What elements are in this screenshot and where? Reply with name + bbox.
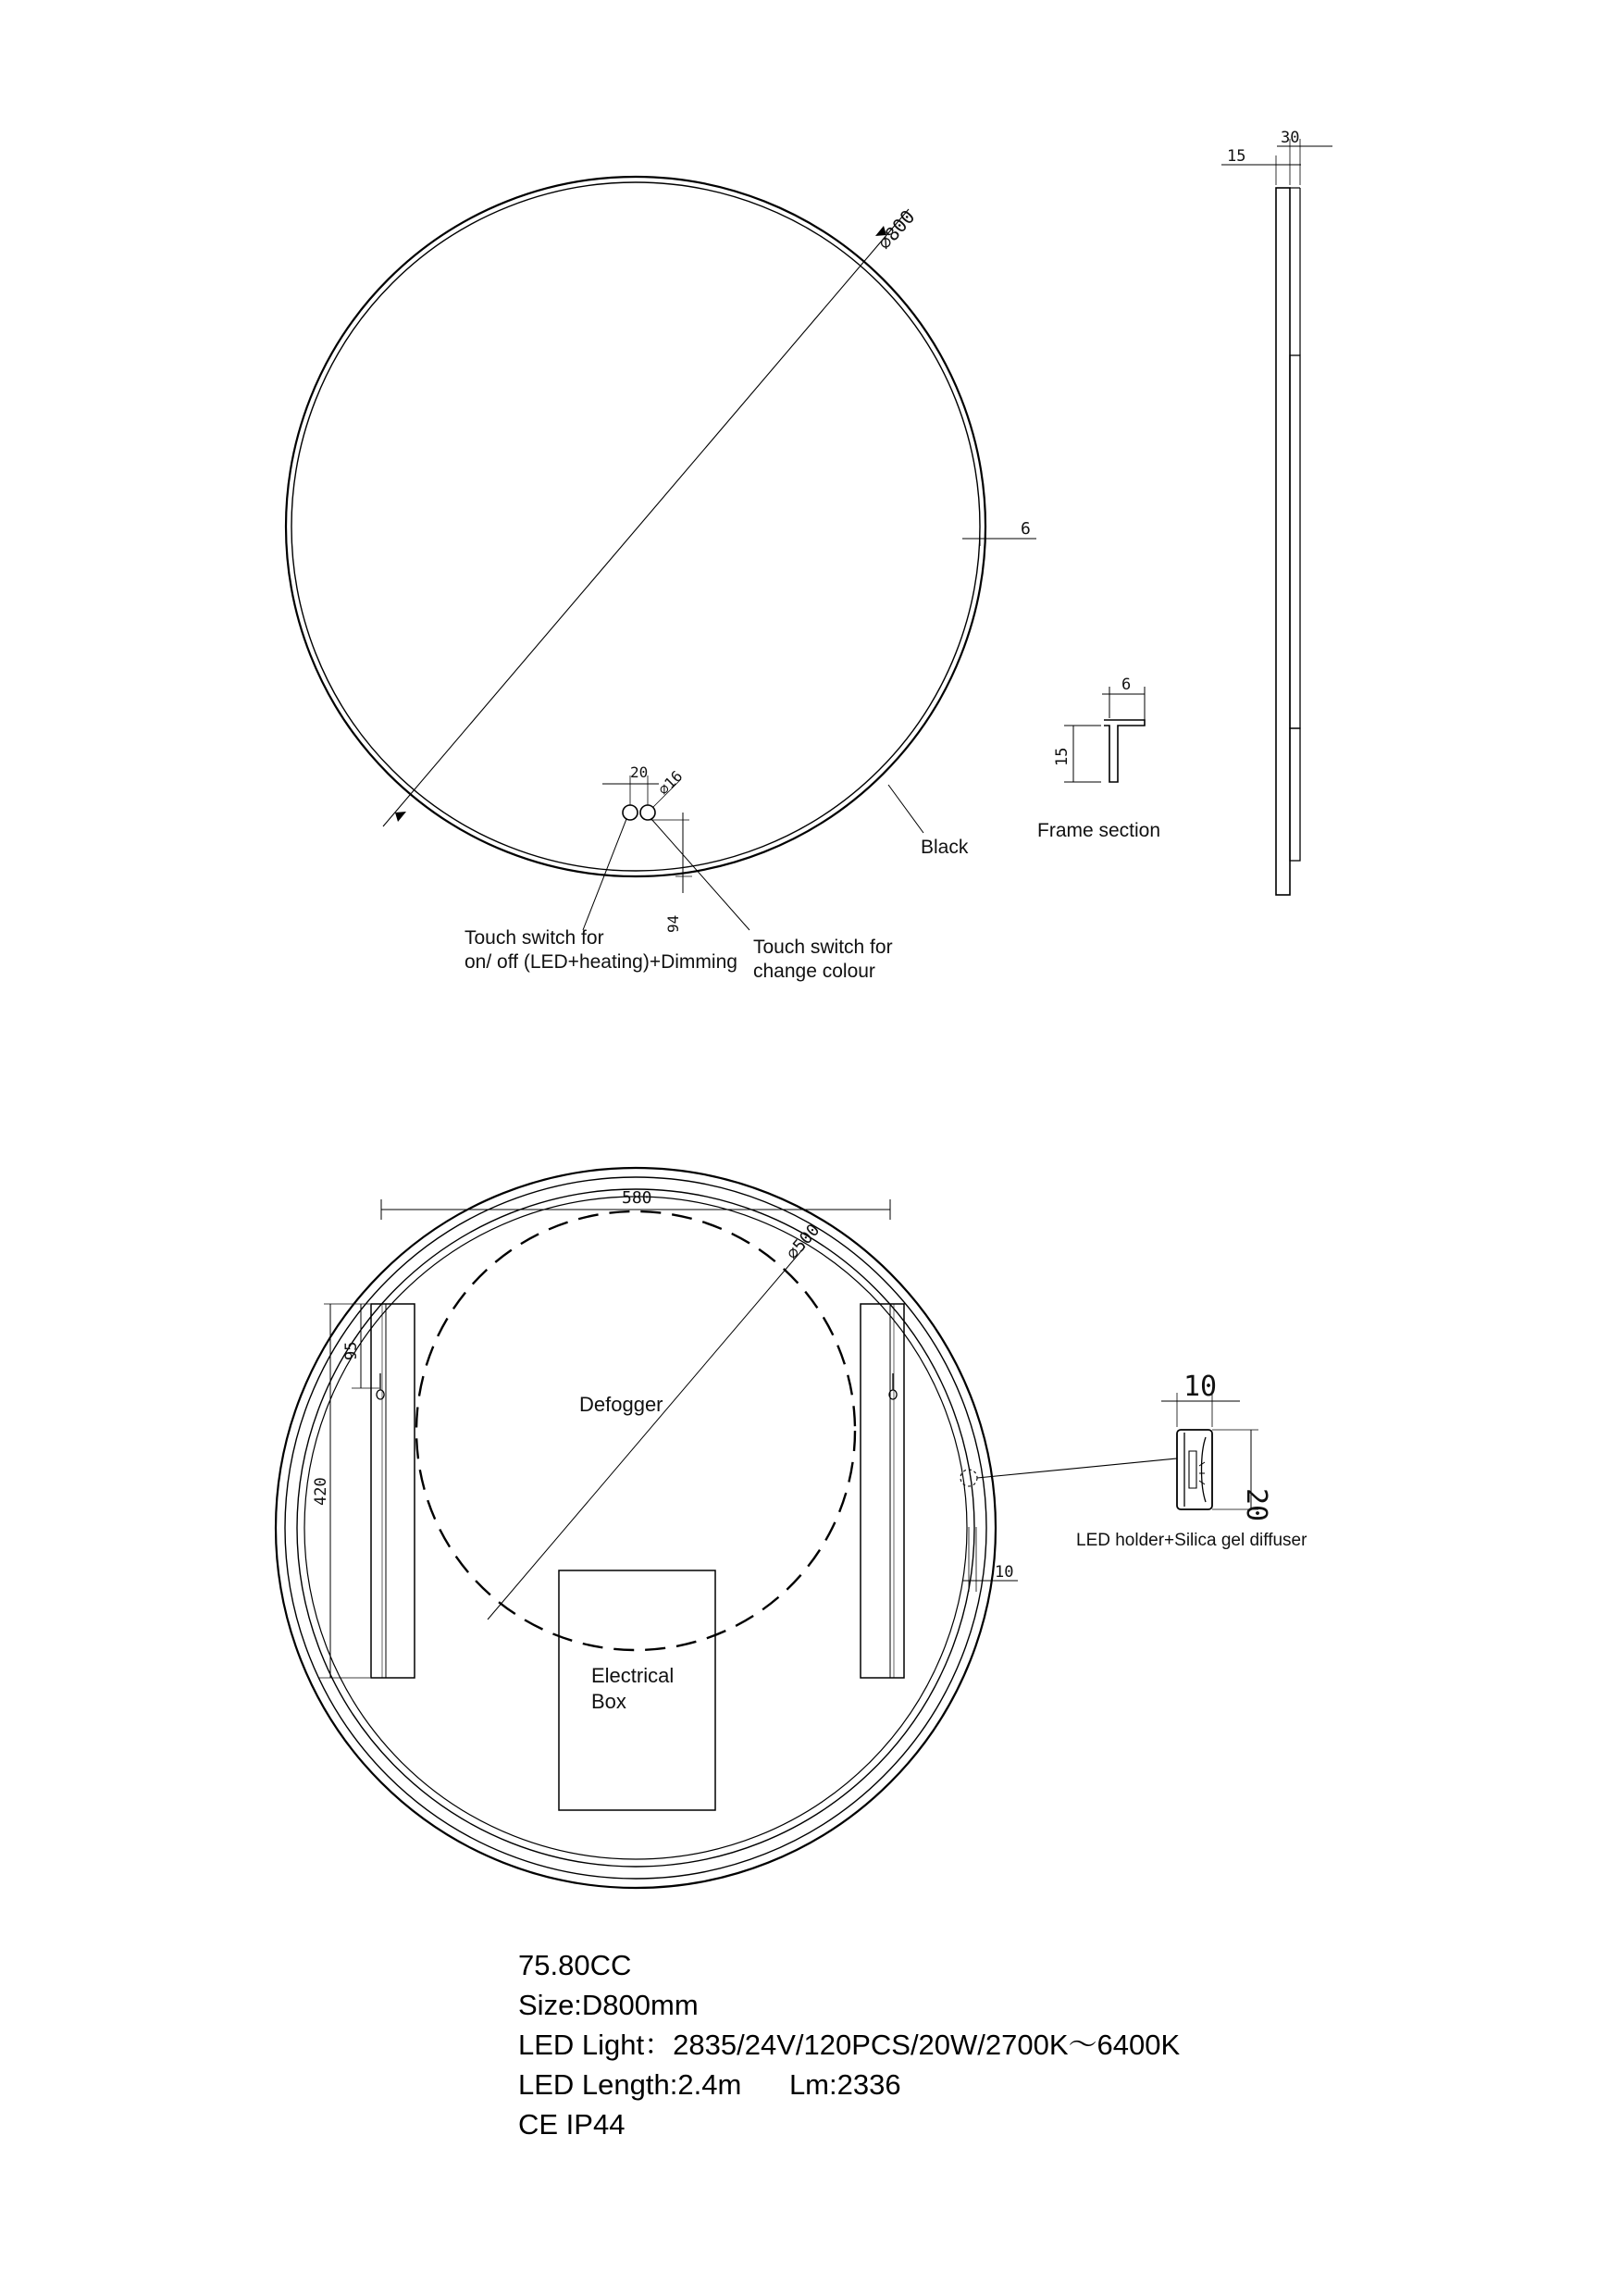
switch-left-label-1: Touch switch for <box>465 927 604 949</box>
side-profile-back-upper <box>1290 355 1300 728</box>
specification-block <box>518 1945 1351 2144</box>
right-mounting-bracket <box>861 1304 904 1678</box>
diameter-label: ⌀800 <box>873 205 920 254</box>
button-offset-label: 94 <box>664 914 682 933</box>
frame-section-width-label: 6 <box>1121 676 1132 694</box>
left-mounting-bracket <box>371 1304 415 1678</box>
back-ring-3 <box>297 1189 974 1867</box>
led-holder-profile <box>1177 1430 1212 1509</box>
frame-section-profile <box>1104 720 1145 782</box>
front-view <box>286 177 1036 930</box>
side-view-labels <box>1227 129 1299 166</box>
switch-right-label-2: change colour <box>753 961 875 982</box>
model-number: 75.80CC <box>518 1949 632 1981</box>
back-ring-2 <box>285 1177 986 1879</box>
switch-left-label-2: on/ off (LED+heating)+Dimming <box>465 951 737 973</box>
button-diameter-label: ⌀16 <box>654 766 687 799</box>
certification-spec: CE IP44 <box>518 2108 626 2141</box>
led-width-label: 10 <box>1183 1371 1218 1403</box>
switch-right-label-1: Touch switch for <box>753 937 893 958</box>
diameter-dimension-line <box>383 209 909 826</box>
touch-switch-power <box>623 805 638 820</box>
led-length-spec: LED Length:2.4m Lm:2336 <box>518 2068 901 2101</box>
electrical-box-label-1: Electrical <box>591 1664 675 1687</box>
left-keyhole <box>377 1373 384 1399</box>
frame-width-label: 6 <box>1021 519 1031 539</box>
electrical-box <box>559 1570 715 1810</box>
button-spacing-label: 20 <box>630 763 649 781</box>
side-profile-glass <box>1276 188 1290 895</box>
frame-section-height-label: 15 <box>1053 747 1072 766</box>
back-outer-ring <box>276 1168 996 1888</box>
bracket-offset-label: 95 <box>342 1341 361 1360</box>
bracket-height-label: 420 <box>312 1477 330 1506</box>
frame-section-labels <box>1037 676 1160 841</box>
side-profile-back-lower <box>1290 728 1300 861</box>
back-ring-4 <box>304 1197 967 1859</box>
defogger-pad <box>416 1211 855 1650</box>
side-depth-15-label: 15 <box>1227 147 1246 166</box>
defogger-label: Defogger <box>579 1393 663 1416</box>
back-width-label: 580 <box>622 1188 652 1208</box>
led-light-spec: LED Light：2835/24V/120PCS/20W/2700K～6400K <box>518 2029 1181 2061</box>
electrical-box-label-2: Box <box>591 1690 626 1713</box>
back-view <box>276 1168 1177 1888</box>
side-depth-30-label: 30 <box>1281 129 1300 147</box>
frame-color-label: Black <box>921 837 969 858</box>
frame-section-view <box>1064 687 1145 782</box>
size-spec: Size:D800mm <box>518 1989 699 2021</box>
side-view <box>1221 139 1332 895</box>
led-inset-label: 10 <box>995 1563 1014 1582</box>
led-height-label: 20 <box>1240 1488 1272 1522</box>
led-detail-labels <box>1076 1371 1307 1550</box>
touch-switch-colour <box>640 805 655 820</box>
defogger-diameter-label: ⌀500 <box>782 1220 824 1264</box>
frame-section-title: Frame section <box>1037 820 1161 841</box>
led-detail-title: LED holder+Silica gel diffuser <box>1076 1531 1307 1550</box>
